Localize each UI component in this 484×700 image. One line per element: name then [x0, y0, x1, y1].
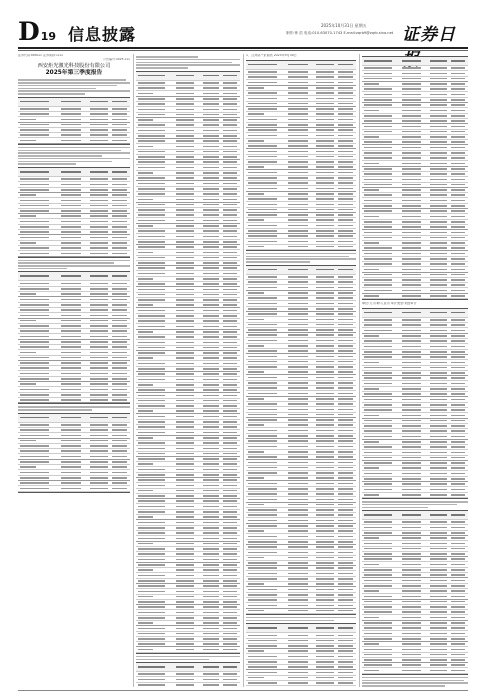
text-block	[362, 677, 468, 687]
footer-rule	[18, 690, 468, 691]
column-divider	[243, 54, 244, 687]
page-number: 19	[40, 30, 56, 43]
text-block	[18, 406, 130, 410]
data-table	[136, 71, 240, 654]
column-2	[136, 54, 240, 687]
text-block	[246, 253, 356, 263]
masthead-logo: 证券日	[402, 25, 456, 45]
contact-line: 制作:钟 浩 电话:010-63070-1743 E-mail:zqrb9@zqrb.sina.net	[286, 31, 394, 35]
data-table	[136, 662, 240, 687]
section-title: 信息披露	[68, 25, 137, 44]
data-table	[362, 56, 468, 300]
data-table	[18, 97, 130, 145]
announcement-number: 公告编号:2025-xxx	[102, 57, 130, 61]
issue-date: 2025年10月31日 星期五	[321, 23, 367, 28]
report-title: 2025年第三季度报告	[45, 70, 103, 77]
data-table	[246, 60, 356, 251]
page-letter: D	[18, 17, 40, 46]
column-4	[362, 54, 468, 687]
data-table	[362, 510, 468, 675]
section-note: 1、合并资产负债表 2025年9月30日	[246, 54, 297, 57]
column-1	[18, 54, 130, 687]
header-rule	[18, 47, 468, 49]
page-number-box	[18, 17, 56, 46]
text-block	[246, 617, 356, 621]
stock-code-line: 证券代码:688xxx 证券简称:xxxx	[18, 54, 64, 57]
data-table	[18, 167, 130, 257]
header-rule-thin	[18, 50, 468, 51]
data-table	[246, 265, 356, 615]
section-note: 单位:元 币种:人民币 审计类型:未经审计	[362, 302, 417, 306]
page-header	[18, 17, 468, 46]
company-name: 西安炬光激光科技股份有限公司	[37, 63, 111, 70]
data-table	[246, 623, 356, 687]
text-block	[136, 656, 240, 660]
column-3	[246, 54, 356, 687]
text-block	[18, 260, 130, 270]
text-block	[18, 79, 130, 95]
data-table	[18, 271, 130, 404]
data-table	[18, 413, 130, 493]
column-divider	[359, 54, 360, 687]
column-divider	[133, 54, 134, 687]
text-block	[136, 56, 240, 69]
text-block	[18, 147, 130, 165]
data-table	[362, 308, 468, 499]
text-block	[362, 501, 468, 508]
